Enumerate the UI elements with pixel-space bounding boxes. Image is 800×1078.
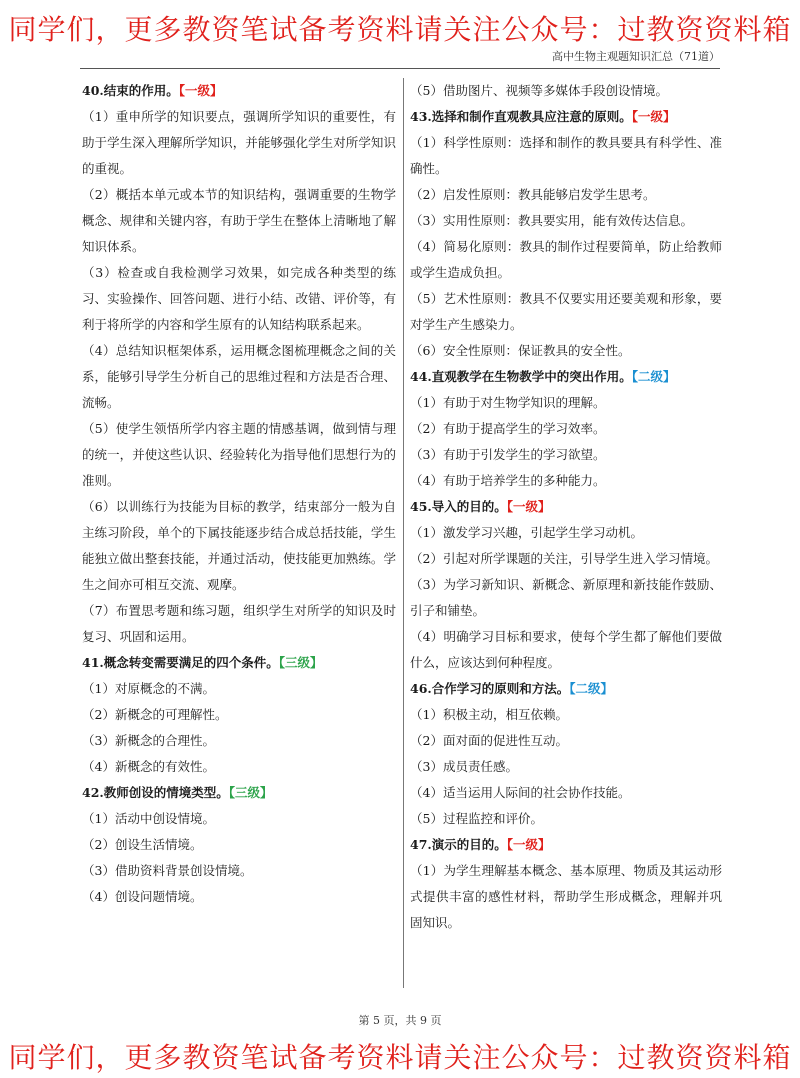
question-title: 41.概念转变需要满足的四个条件。 bbox=[82, 655, 279, 670]
question-heading bbox=[82, 780, 396, 806]
answer-point: （6）安全性原则：保证教具的安全性。 bbox=[410, 343, 631, 358]
answer-point: （3）检查或自我检测学习效果，如完成各种类型的练习、实验操作、回答问题、进行小结、改错、评价等，有利于将所学的内容和学生原有的认知结构联系起来。 bbox=[82, 265, 396, 332]
answer-point: （4）新概念的有效性。 bbox=[82, 759, 215, 774]
answer-point: （1）积极主动，相互依赖。 bbox=[410, 707, 568, 722]
answer-point: （1）激发学习兴趣，引起学生学习动机。 bbox=[410, 525, 643, 540]
left-column bbox=[82, 78, 396, 998]
answer-point: （5）过程监控和评价。 bbox=[410, 811, 543, 826]
difficulty-tag: 【一级】 bbox=[631, 109, 676, 124]
promo-banner-bottom: 同学们，更多教资笔试备考资料请关注公众号：过教资资料箱 bbox=[8, 1041, 792, 1074]
difficulty-tag: 【二级】 bbox=[631, 369, 676, 384]
difficulty-tag: 【一级】 bbox=[506, 499, 551, 514]
difficulty-tag: 【一级】 bbox=[178, 83, 223, 98]
difficulty-tag: 【一级】 bbox=[506, 837, 551, 852]
answer-point: （3）有助于引发学生的学习欲望。 bbox=[410, 447, 606, 462]
answer-point: （2）面对面的促进性互动。 bbox=[410, 733, 568, 748]
answer-point: （1）为学生理解基本概念、基本原理、物质及其运动形式提供丰富的感性材料，帮助学生形成概念，理解并巩固知识。 bbox=[410, 863, 722, 930]
difficulty-tag: 【三级】 bbox=[228, 785, 273, 800]
answer-point: （4）创设问题情境。 bbox=[82, 889, 203, 904]
answer-point: （3）实用性原则：教具要实用，能有效传达信息。 bbox=[410, 213, 693, 228]
answer-point: （2）创设生活情境。 bbox=[82, 837, 203, 852]
answer-point: （4）总结知识框架体系，运用概念图梳理概念之间的关系，能够引导学生分析自己的思维过程和方法是否合理、流畅。 bbox=[82, 343, 396, 410]
question-title: 40.结束的作用。 bbox=[82, 83, 179, 98]
promo-banner-top: 同学们，更多教资笔试备考资料请关注公众号：过教资资料箱 bbox=[8, 13, 792, 46]
answer-point: （4）有助于培养学生的多种能力。 bbox=[410, 473, 606, 488]
answer-point: （3）新概念的合理性。 bbox=[82, 733, 215, 748]
question-block bbox=[82, 650, 396, 780]
answer-point: （7）布置思考题和练习题，组织学生对所学的知识及时复习、巩固和运用。 bbox=[82, 603, 396, 644]
answer-point: （3）借助资料背景创设情境。 bbox=[82, 863, 253, 878]
answer-point: （2）新概念的可理解性。 bbox=[82, 707, 228, 722]
answer-point: （1）活动中创设情境。 bbox=[82, 811, 215, 826]
column-divider bbox=[403, 78, 404, 988]
question-title: 47.演示的目的。 bbox=[410, 837, 507, 852]
question-heading bbox=[410, 832, 722, 858]
answer-point: （3）成员责任感。 bbox=[410, 759, 518, 774]
answer-point: （5）借助图片、视频等多媒体手段创设情境。 bbox=[410, 83, 668, 98]
question-block bbox=[82, 780, 396, 910]
header-rule bbox=[80, 68, 720, 69]
answer-point: （2）启发性原则：教具能够启发学生思考。 bbox=[410, 187, 656, 202]
answer-point: （5）使学生领悟所学内容主题的情感基调，做到情与理的统一，并使这些认识、经验转化为指导他们思想行为的准则。 bbox=[82, 421, 396, 488]
question-block bbox=[410, 494, 722, 676]
answer-point: （5）艺术性原则：教具不仅要实用还要美观和形象，要对学生产生感染力。 bbox=[410, 291, 722, 332]
question-heading bbox=[82, 650, 396, 676]
question-heading bbox=[410, 676, 722, 702]
page-number: 第 5 页，共 9 页 bbox=[358, 1014, 442, 1027]
answer-point: （6）以训练行为技能为目标的教学，结束部分一般为自主练习阶段，单个的下属技能逐步结合成总括技能，学生能独立做出整套技能，并通过活动，使技能更加熟练。学生之间亦可相互交流、观摩。 bbox=[82, 499, 396, 592]
answer-point: （1）有助于对生物学知识的理解。 bbox=[410, 395, 606, 410]
question-block bbox=[410, 104, 722, 364]
question-block bbox=[410, 364, 722, 494]
question-heading bbox=[410, 364, 722, 390]
question-title: 45.导入的目的。 bbox=[410, 499, 507, 514]
question-block bbox=[410, 676, 722, 832]
question-title: 46.合作学习的原则和方法。 bbox=[410, 681, 570, 696]
question-heading bbox=[410, 104, 722, 130]
question-title: 44.直观教学在生物教学中的突出作用。 bbox=[410, 369, 632, 384]
question-heading bbox=[82, 78, 396, 104]
answer-point: （4）简易化原则：教具的制作过程要简单，防止给教师或学生造成负担。 bbox=[410, 239, 722, 280]
question-heading bbox=[410, 494, 722, 520]
answer-point: （2）有助于提高学生的学习效率。 bbox=[410, 421, 606, 436]
answer-point: （1）科学性原则：选择和制作的教具要具有科学性、准确性。 bbox=[410, 135, 722, 176]
document-subheader: 高中生物主观题知识汇总（71道） bbox=[552, 50, 720, 63]
question-title: 42.教师创设的情境类型。 bbox=[82, 785, 229, 800]
difficulty-tag: 【二级】 bbox=[569, 681, 614, 696]
answer-point: （2）概括本单元或本节的知识结构，强调重要的生物学概念、规律和关键内容，有助于学生在整体上清晰地了解知识体系。 bbox=[82, 187, 396, 254]
difficulty-tag: 【三级】 bbox=[278, 655, 323, 670]
question-block bbox=[82, 78, 396, 650]
question-block bbox=[410, 832, 722, 936]
question-block bbox=[410, 78, 722, 104]
answer-point: （4）明确学习目标和要求，使每个学生都了解他们要做什么，应该达到何种程度。 bbox=[410, 629, 722, 670]
answer-point: （2）引起对所学课题的关注，引导学生进入学习情境。 bbox=[410, 551, 718, 566]
right-column bbox=[410, 78, 722, 998]
answer-point: （1）重申所学的知识要点，强调所学知识的重要性，有助于学生深入理解所学知识，并能够强化学生对所学知识的重视。 bbox=[82, 109, 396, 176]
question-title: 43.选择和制作直观教具应注意的原则。 bbox=[410, 109, 632, 124]
answer-point: （3）为学习新知识、新概念、新原理和新技能作鼓励、引子和铺垫。 bbox=[410, 577, 722, 618]
answer-point: （4）适当运用人际间的社会协作技能。 bbox=[410, 785, 631, 800]
answer-point: （1）对原概念的不满。 bbox=[82, 681, 215, 696]
